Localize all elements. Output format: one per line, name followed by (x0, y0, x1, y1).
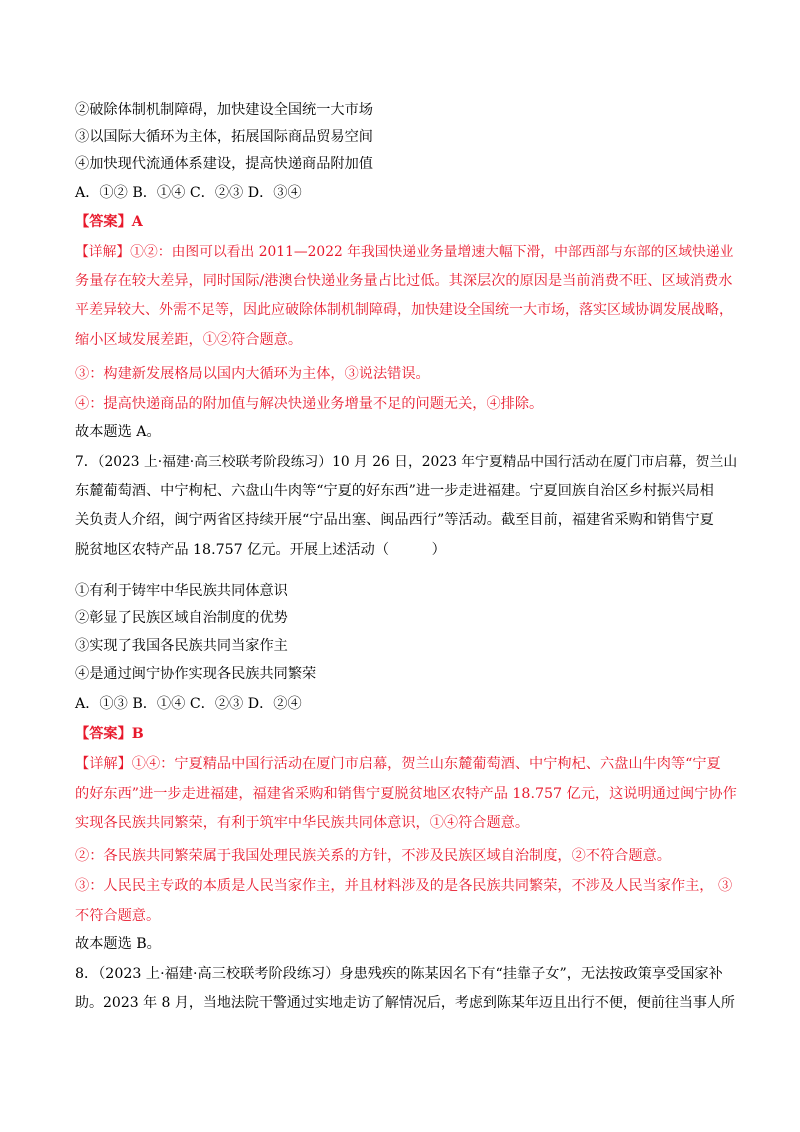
q6-detail-line: 务量存在较大差异，同时国际/港澳台快递业务量占比过低。其深层次的原因是当前消费不旺、区域消费水 (75, 273, 733, 289)
q8-stem-line: 助。2023 年 8 月，当地法院干警通过实地走访了解情况后，考虑到陈某年迈且出行不便，便前往当事人所 (75, 995, 735, 1011)
q7-detail-line: 【详解】①④：宁夏精品中国行活动在厦门市启幕，贺兰山东麓葡萄酒、中宁枸杞、六盘山牛肉等“宁夏 (75, 756, 721, 772)
q6-detail-line: 平差异较大、外需不足等，因此应破除体制机制障碍，加快建设全国统一大市场，落实区域协调发展战略， (75, 302, 733, 318)
q6-choices: A．①② B．①④ C．②③ D．③④ (75, 185, 302, 201)
q6-detail-line: 缩小区域发展差距，①②符合题意。 (75, 332, 303, 348)
q7-choices: A．①③ B．①④ C．②③ D．②④ (75, 696, 302, 712)
q6-detail-line: ④：提高快递商品的附加值与解决快递业务增量不足的问题无关，④排除。 (75, 396, 544, 412)
q7-detail-line: 实现各民族共同繁荣，有利于筑牢中华民族共同体意识，①④符合题意。 (75, 815, 530, 831)
q6-option-4: ④加快现代流通体系建设，提高快递商品附加值 (75, 156, 373, 172)
q7-option-3: ③实现了我国各民族共同当家作主 (75, 638, 288, 654)
q6-option-3: ③以国际大循环为主体，拓展国际商品贸易空间 (75, 129, 373, 145)
q7-option-1: ①有利于铸牢中华民族共同体意识 (75, 583, 288, 599)
q7-stem-line: 东麓葡萄酒、中宁枸杞、六盘山牛肉等“宁夏的好东西”进一步走进福建。宁夏回族自治区乡村振兴局相 (75, 483, 714, 499)
q6-conclusion: 故本题选 A。 (75, 424, 161, 440)
q6-answer: 【答案】A (75, 214, 143, 230)
q7-stem-line: 脱贫地区农特产品 18.757 亿元。开展上述活动（ ） (75, 542, 446, 558)
q7-option-2: ②彰显了民族区域自治制度的优势 (75, 610, 288, 626)
q7-option-4: ④是通过闽宁协作实现各民族共同繁荣 (75, 666, 317, 682)
q7-detail-line: ③：人民民主专政的本质是人民当家作主，并且材料涉及的是各民族共同繁荣，不涉及人民当家作主， ③ (75, 878, 733, 894)
q7-detail-line: 的好东西”进一步走进福建，福建省采购和销售宁夏脱贫地区农特产品 18.757 亿元，这说明通过闽宁协作 (75, 786, 737, 802)
q7-stem-line: 7．（2023 上·福建·高三校联考阶段练习）10 月 26 日，2023 年宁夏精品中国行活动在厦门市启幕，贺兰山 (75, 454, 738, 470)
q6-option-2: ②破除体制机制障碍，加快建设全国统一大市场 (75, 102, 373, 118)
q6-detail-line: ③：构建新发展格局以国内大循环为主体，③说法错误。 (75, 366, 430, 382)
q7-detail-line: ②：各民族共同繁荣属于我国处理民族关系的方针，不涉及民族区域自治制度，②不符合题意。 (75, 848, 671, 864)
q7-conclusion: 故本题选 B。 (75, 936, 161, 952)
q7-stem-line: 关负责人介绍，闽宁两省区持续开展“宁品出塞、闽品西行”等活动。截至目前，福建省采购和销售宁夏 (75, 512, 714, 528)
q6-detail-line: 【详解】①②：由图可以看出 2011—2022 年我国快递业务量增速大幅下滑，中部西部与东部的区域快递业 (75, 244, 734, 260)
q7-detail-line: 不符合题意。 (75, 908, 161, 924)
q8-stem-line: 8．（2023 上·福建·高三校联考阶段练习）身患残疾的陈某因名下有“挂靠子女”，无法按政策享受国家补 (75, 966, 723, 982)
q7-answer: 【答案】B (75, 726, 144, 742)
